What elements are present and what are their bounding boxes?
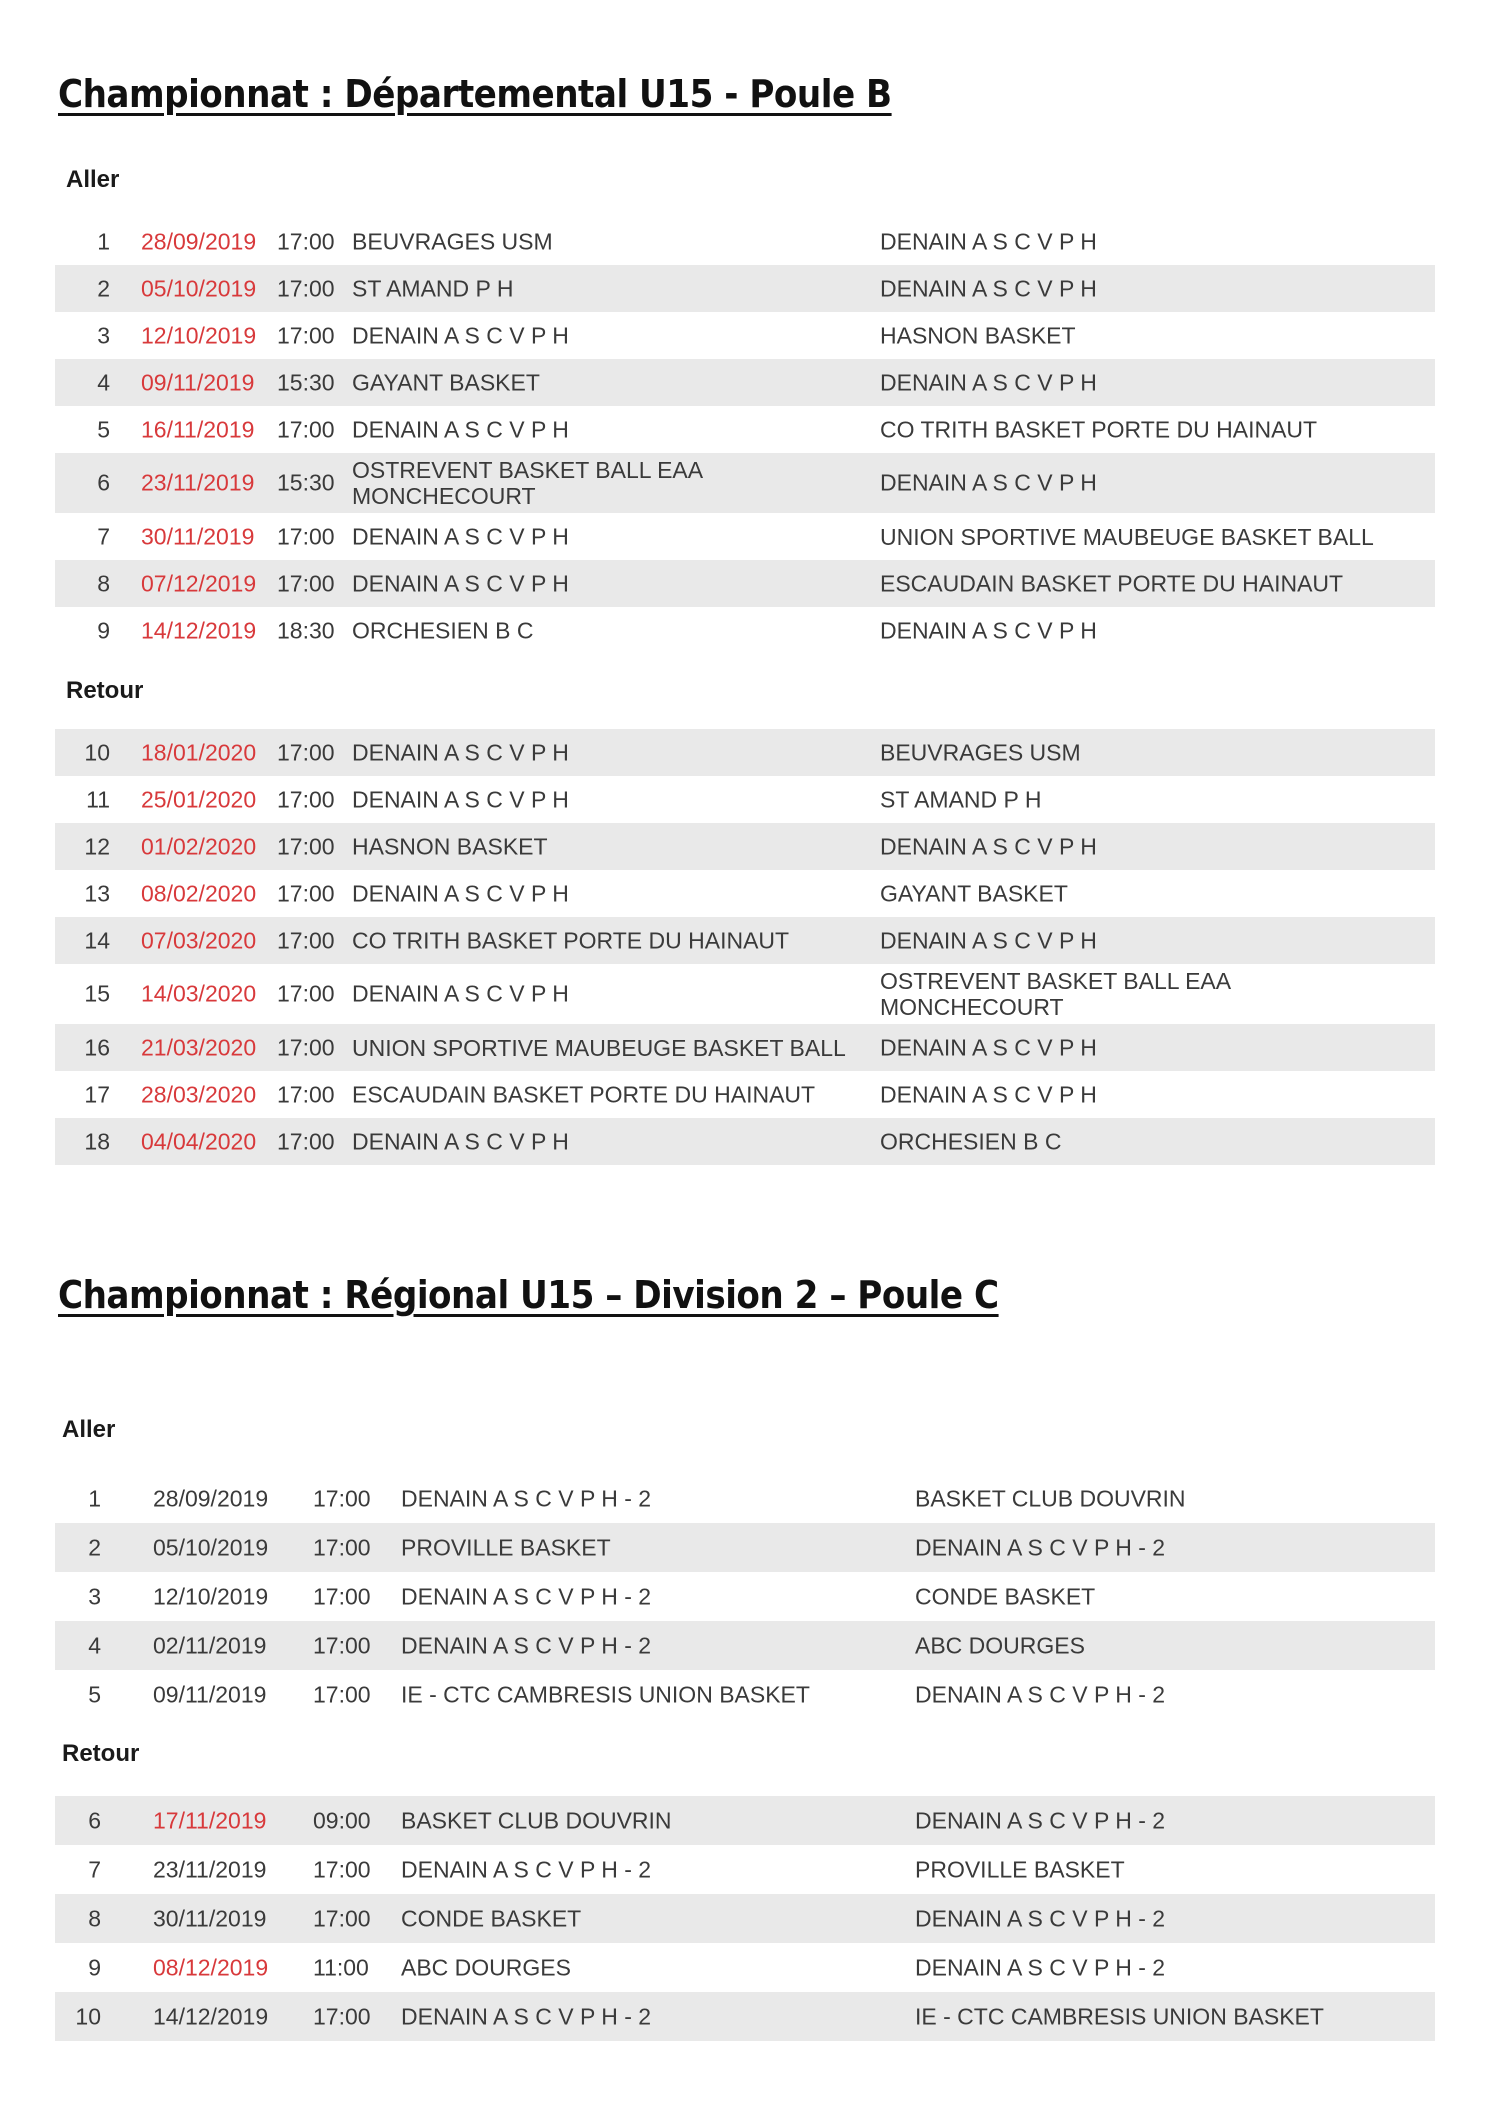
section2-aller-table (55, 1474, 1435, 1719)
match-time: 17:00 (277, 1128, 335, 1154)
match-date: 01/02/2020 (141, 833, 257, 859)
match-date: 23/11/2019 (141, 469, 255, 496)
away-team: ORCHESIEN B C (880, 1128, 1062, 1154)
match-number: 13 (84, 880, 110, 906)
match-number: 9 (97, 617, 110, 643)
away-team: DENAIN A S C V P H (880, 369, 1097, 395)
match-number: 15 (84, 980, 110, 1007)
match-date: 08/12/2019 (153, 1954, 269, 1980)
match-time: 17:00 (277, 927, 335, 953)
match-time: 17:00 (277, 1034, 335, 1060)
table-row (55, 560, 1435, 607)
away-team: ST AMAND P H (880, 786, 1042, 812)
table-row (55, 776, 1435, 823)
section2-retour-table (55, 1796, 1435, 2041)
match-number: 1 (97, 228, 110, 254)
match-number: 5 (88, 1681, 101, 1707)
table-row (55, 729, 1435, 776)
match-time: 17:00 (313, 1681, 371, 1707)
match-time: 17:00 (277, 275, 335, 301)
match-number: 10 (84, 739, 110, 765)
match-date: 05/10/2019 (141, 275, 257, 301)
home-team: DENAIN A S C V P H (352, 322, 569, 348)
home-team: BEUVRAGES USM (352, 228, 553, 254)
section1-title: Championnat : Départemental U15 - Poule B (58, 72, 892, 116)
section2-aller-label: Aller (62, 1416, 116, 1443)
match-time: 17:00 (313, 1905, 371, 1931)
match-number: 1 (88, 1485, 101, 1511)
away-team: BASKET CLUB DOUVRIN (915, 1485, 1186, 1511)
match-number: 7 (97, 523, 110, 549)
away-team: BEUVRAGES USM (880, 739, 1081, 765)
match-time: 15:30 (277, 369, 335, 395)
away-team: DENAIN A S C V P H - 2 (915, 1954, 1166, 1980)
table-row (55, 1845, 1435, 1894)
match-date: 28/09/2019 (153, 1485, 269, 1511)
match-date: 07/12/2019 (141, 570, 257, 596)
match-number: 4 (88, 1632, 101, 1658)
match-number: 4 (97, 369, 110, 395)
away-team: CO TRITH BASKET PORTE DU HAINAUT (880, 416, 1318, 442)
home-team: UNION SPORTIVE MAUBEUGE BASKET BALL (352, 1034, 846, 1061)
match-date: 18/01/2020 (141, 739, 257, 765)
match-number: 7 (88, 1856, 101, 1882)
match-time: 17:00 (313, 1485, 371, 1511)
match-number: 3 (97, 322, 110, 348)
home-team: GAYANT BASKET (352, 369, 540, 395)
match-time: 11:00 (313, 1954, 369, 1980)
table-row (55, 1071, 1435, 1118)
match-time: 17:00 (277, 786, 335, 812)
section1-aller-label: Aller (66, 166, 120, 193)
home-team: HASNON BASKET (352, 833, 548, 859)
match-time: 17:00 (313, 2003, 371, 2029)
home-team: DENAIN A S C V P H (352, 739, 569, 765)
match-date: 09/11/2019 (141, 369, 255, 395)
home-team: DENAIN A S C V P H (352, 980, 569, 1007)
match-date: 14/03/2020 (141, 980, 257, 1007)
home-team: CONDE BASKET (401, 1905, 582, 1931)
away-team: DENAIN A S C V P H (880, 617, 1097, 643)
table-row (55, 1572, 1435, 1621)
match-number: 17 (84, 1081, 110, 1107)
table-row (55, 1796, 1435, 1845)
home-team: IE - CTC CAMBRESIS UNION BASKET (401, 1681, 810, 1707)
away-team: DENAIN A S C V P H - 2 (915, 1807, 1166, 1833)
table-row (55, 406, 1435, 453)
match-number: 2 (97, 275, 110, 301)
away-team: DENAIN A S C V P H - 2 (915, 1534, 1166, 1560)
match-date: 28/03/2020 (141, 1081, 257, 1107)
match-number: 5 (97, 416, 110, 442)
section1-aller-table (55, 218, 1435, 654)
match-number: 16 (84, 1034, 110, 1060)
section2-retour-label: Retour (62, 1740, 140, 1767)
section2-title: Championnat : Régional U15 – Division 2 – Poule C (58, 1273, 999, 1317)
away-team: UNION SPORTIVE MAUBEUGE BASKET BALL (880, 523, 1374, 550)
match-date: 16/11/2019 (141, 416, 255, 442)
home-team: ST AMAND P H (352, 275, 514, 301)
table-row (55, 1474, 1435, 1523)
match-date: 30/11/2019 (141, 523, 255, 549)
match-date: 05/10/2019 (153, 1534, 269, 1560)
home-team: CO TRITH BASKET PORTE DU HAINAUT (352, 927, 790, 953)
match-time: 17:00 (313, 1583, 371, 1609)
table-row (55, 607, 1435, 654)
away-team: HASNON BASKET (880, 322, 1076, 348)
table-row (55, 513, 1435, 560)
away-team: DENAIN A S C V P H (880, 1081, 1097, 1107)
away-team: DENAIN A S C V P H (880, 228, 1097, 254)
match-number: 18 (84, 1128, 110, 1154)
match-time: 18:30 (277, 617, 335, 643)
home-team: ORCHESIEN B C (352, 617, 534, 643)
match-time: 17:00 (277, 523, 335, 549)
table-row (55, 1670, 1435, 1719)
match-number: 11 (86, 786, 110, 812)
match-date: 12/10/2019 (141, 322, 257, 348)
table-row (55, 1894, 1435, 1943)
match-date: 08/02/2020 (141, 880, 257, 906)
match-number: 2 (88, 1534, 101, 1560)
away-team: ESCAUDAIN BASKET PORTE DU HAINAUT (880, 570, 1344, 596)
match-date: 17/11/2019 (153, 1807, 267, 1833)
match-number: 3 (88, 1583, 101, 1609)
home-team: ESCAUDAIN BASKET PORTE DU HAINAUT (352, 1081, 816, 1107)
table-row (55, 1118, 1435, 1165)
table-row (55, 1992, 1435, 2041)
away-team: GAYANT BASKET (880, 880, 1068, 906)
match-number: 6 (88, 1807, 101, 1833)
home-team: DENAIN A S C V P H - 2 (401, 1632, 652, 1658)
match-date: 23/11/2019 (153, 1856, 267, 1882)
away-team: DENAIN A S C V P H - 2 (915, 1905, 1166, 1931)
home-team: DENAIN A S C V P H (352, 523, 569, 549)
match-date: 04/04/2020 (141, 1128, 257, 1154)
match-date: 14/12/2019 (141, 617, 257, 643)
table-row (55, 964, 1435, 1024)
away-team: DENAIN A S C V P H (880, 469, 1097, 496)
match-time: 17:00 (277, 228, 335, 254)
home-team: OSTREVENT BASKET BALL EAA MONCHECOURT (352, 457, 702, 509)
match-number: 12 (84, 833, 110, 859)
match-number: 9 (88, 1954, 101, 1980)
match-time: 17:00 (277, 880, 335, 906)
away-team: DENAIN A S C V P H (880, 1034, 1097, 1060)
match-date: 09/11/2019 (153, 1681, 267, 1707)
table-row (55, 870, 1435, 917)
match-date: 14/12/2019 (153, 2003, 269, 2029)
away-team: CONDE BASKET (915, 1583, 1096, 1609)
match-time: 09:00 (313, 1807, 371, 1833)
table-row (55, 312, 1435, 359)
match-time: 17:00 (277, 1081, 335, 1107)
home-team: DENAIN A S C V P H (352, 786, 569, 812)
match-time: 17:00 (277, 980, 335, 1007)
match-time: 17:00 (277, 833, 335, 859)
away-team: IE - CTC CAMBRESIS UNION BASKET (915, 2003, 1324, 2029)
away-team: PROVILLE BASKET (915, 1856, 1125, 1882)
table-row (55, 218, 1435, 265)
home-team: DENAIN A S C V P H (352, 416, 569, 442)
away-team: DENAIN A S C V P H (880, 275, 1097, 301)
match-date: 21/03/2020 (141, 1034, 257, 1060)
away-team: DENAIN A S C V P H (880, 927, 1097, 953)
away-team: DENAIN A S C V P H (880, 833, 1097, 859)
match-time: 17:00 (313, 1632, 371, 1658)
match-date: 02/11/2019 (153, 1632, 267, 1658)
table-row (55, 1024, 1435, 1071)
home-team: DENAIN A S C V P H (352, 880, 569, 906)
match-date: 07/03/2020 (141, 927, 257, 953)
table-row (55, 1621, 1435, 1670)
table-row (55, 1523, 1435, 1572)
away-team: DENAIN A S C V P H - 2 (915, 1681, 1166, 1707)
home-team: DENAIN A S C V P H - 2 (401, 2003, 652, 2029)
match-number: 10 (75, 2003, 101, 2029)
match-number: 6 (97, 469, 110, 496)
section1-retour-label: Retour (66, 677, 144, 704)
away-team: OSTREVENT BASKET BALL EAA MONCHECOURT (880, 968, 1230, 1020)
home-team: DENAIN A S C V P H - 2 (401, 1485, 652, 1511)
home-team: ABC DOURGES (401, 1954, 571, 1980)
home-team: DENAIN A S C V P H (352, 1128, 569, 1154)
table-row (55, 359, 1435, 406)
home-team: DENAIN A S C V P H - 2 (401, 1583, 652, 1609)
table-row (55, 453, 1435, 513)
match-time: 17:00 (277, 570, 335, 596)
match-date: 30/11/2019 (153, 1905, 267, 1931)
match-time: 17:00 (313, 1856, 371, 1882)
home-team: BASKET CLUB DOUVRIN (401, 1807, 672, 1833)
match-number: 14 (84, 927, 110, 953)
match-number: 8 (97, 570, 110, 596)
match-date: 25/01/2020 (141, 786, 257, 812)
table-row (55, 917, 1435, 964)
home-team: DENAIN A S C V P H - 2 (401, 1856, 652, 1882)
match-date: 12/10/2019 (153, 1583, 269, 1609)
match-time: 17:00 (313, 1534, 371, 1560)
match-number: 8 (88, 1905, 101, 1931)
table-row (55, 823, 1435, 870)
home-team: DENAIN A S C V P H (352, 570, 569, 596)
match-time: 17:00 (277, 416, 335, 442)
away-team: ABC DOURGES (915, 1632, 1085, 1658)
table-row (55, 265, 1435, 312)
match-time: 15:30 (277, 469, 335, 496)
match-time: 17:00 (277, 739, 335, 765)
section1-retour-table (55, 729, 1435, 1165)
match-time: 17:00 (277, 322, 335, 348)
match-date: 28/09/2019 (141, 228, 257, 254)
home-team: PROVILLE BASKET (401, 1534, 611, 1560)
table-row (55, 1943, 1435, 1992)
